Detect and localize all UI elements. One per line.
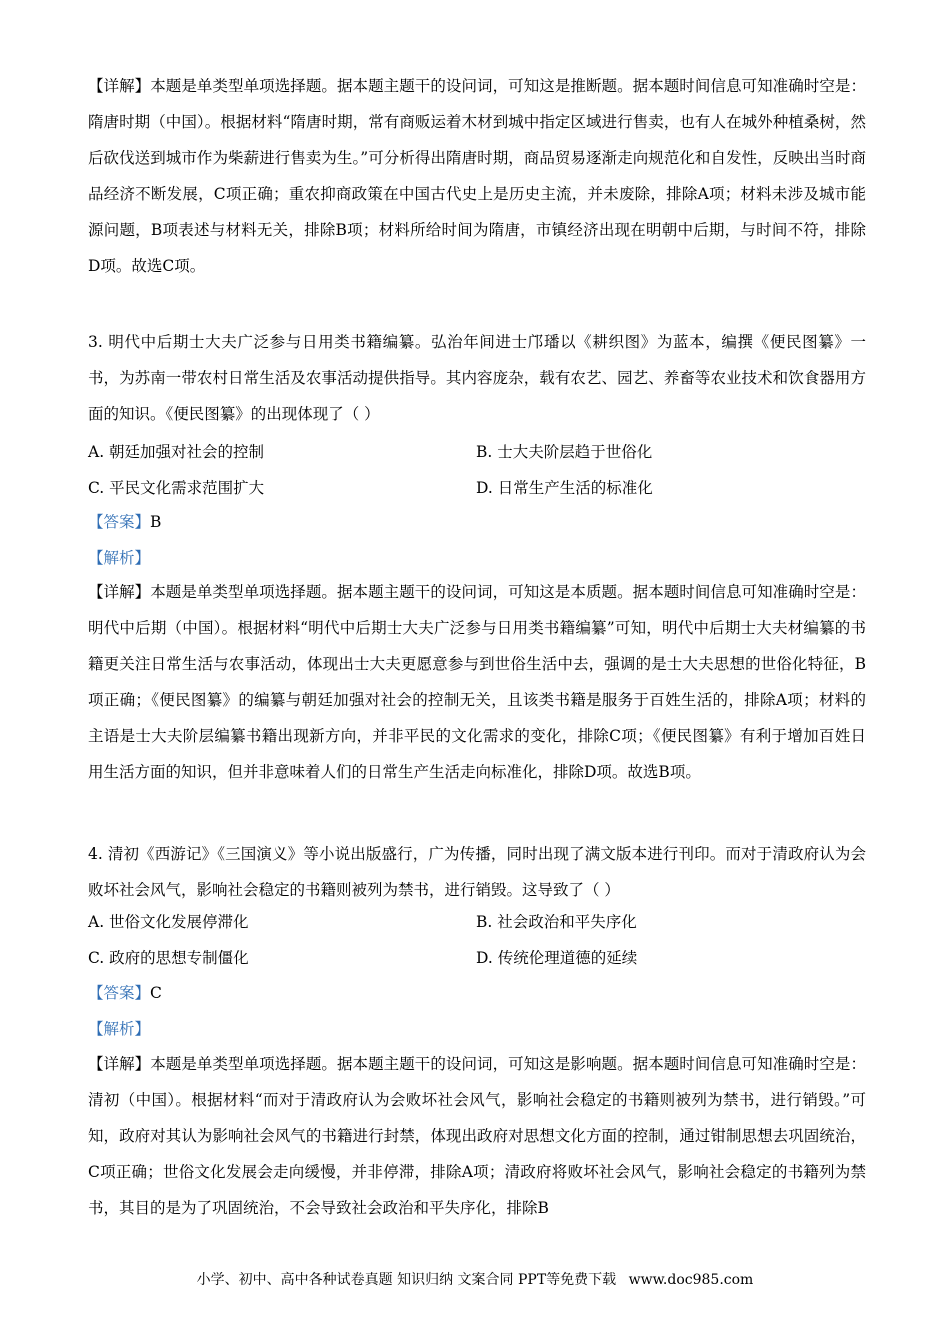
answer-label: 【答案】 bbox=[88, 984, 151, 1002]
detail-label: 【详解】 bbox=[88, 77, 151, 95]
answer-label: 【答案】 bbox=[88, 513, 151, 531]
q3-option-d: D. 日常生产生活的标准化 bbox=[476, 479, 653, 497]
q4-detail-paragraph bbox=[88, 1046, 866, 1226]
q3-option-a: A. 朝廷加强对社会的控制 bbox=[88, 443, 265, 461]
q3-option-c: C. 平民文化需求范围扩大 bbox=[88, 479, 265, 497]
q4-analysis-label: 【解析】 bbox=[88, 1020, 151, 1038]
detail-text: 本题是单类型单项选择题。据本题主题干的设问词，可知这是影响题。据本题时间信息可知准确时空是：清初（中国）。根据材料“而对于清政府认为会败坏社会风气，影响社会稳定的书籍则被列为禁书，进行销毁。”可知，政府对其认为影响社会风气的书籍进行封禁，体现出政府对思想文化方面的控制，通过钳制思想去巩固统治，C项正确；世俗文化发展会走向缓慢，并非停滞，排除A项；清政府将败坏社会风气，影响社会稳定的书籍列为禁书，其目的是为了巩固统治，不会导致社会政治和平失序化，排除B bbox=[88, 1055, 866, 1217]
q4-option-b: B. 社会政治和平失序化 bbox=[476, 913, 637, 931]
prev-detail-paragraph bbox=[88, 68, 866, 284]
q3-option-b: B. 士大夫阶层趋于世俗化 bbox=[476, 443, 653, 461]
page-footer bbox=[0, 1268, 950, 1292]
footer-text: 小学、初中、高中各种试卷真题 知识归纳 文案合同 PPT等免费下载 bbox=[196, 1272, 617, 1288]
footer-url[interactable]: www.doc985.com bbox=[628, 1272, 754, 1288]
q3-detail-paragraph bbox=[88, 574, 866, 790]
detail-text: 本题是单类型单项选择题。据本题主题干的设问词，可知这是推断题。据本题时间信息可知准确时空是：隋唐时期（中国）。根据材料“隋唐时期，常有商贩运着木材到城中指定区域进行售卖，也有人在城外种植桑树，然后砍伐送到城市作为柴薪进行售卖为生。”可分析得出隋唐时期，商品贸易逐渐走向规范化和自发性，反映出当时商品经济不断发展，C项正确；重农抑商政策在中国古代史上是历史主流，并未废除，排除A项；材料未涉及城市能源问题，B项表述与材料无关，排除B项；材料所给时间为隋唐，市镇经济出现在明朝中后期，与时间不符，排除D项。故选C项。 bbox=[88, 77, 866, 275]
answer-value: B bbox=[150, 513, 162, 531]
q4-answer bbox=[88, 981, 162, 1005]
question-3-stem: 3. 明代中后期士大夫广泛参与日用类书籍编纂。弘治年间进士邝璠以《耕织图》为蓝本，编撰《便民图纂》一书，为苏南一带农村日常生活及农事活动提供指导。其内容庞杂，载有农艺、园艺、养畜等农业技术和饮食器用方面的知识。《便民图纂》的出现体现了（ ） bbox=[88, 333, 866, 423]
answer-value: C bbox=[150, 984, 162, 1002]
detail-label: 【详解】 bbox=[88, 583, 151, 601]
q4-option-d: D. 传统伦理道德的延续 bbox=[476, 949, 638, 967]
q4-option-c: C. 政府的思想专制僵化 bbox=[88, 949, 249, 967]
q4-option-a: A. 世俗文化发展停滞化 bbox=[88, 913, 249, 931]
q3-analysis-label: 【解析】 bbox=[88, 549, 151, 567]
q3-answer bbox=[88, 510, 161, 534]
detail-label: 【详解】 bbox=[88, 1055, 151, 1073]
question-4-stem: 4. 清初《西游记》《三国演义》等小说出版盛行，广为传播，同时出现了满文版本进行刊印。而对于清政府认为会败坏社会风气，影响社会稳定的书籍则被列为禁书，进行销毁。这导致了（ ） bbox=[88, 845, 866, 899]
detail-text: 本题是单类型单项选择题。据本题主题干的设问词，可知这是本质题。据本题时间信息可知准确时空是：明代中后期（中国）。根据材料“明代中后期士大夫广泛参与日用类书籍编纂”可知，明代中后期士大夫材编纂的书籍更关注日常生活与农事活动，体现出士大夫更愿意参与到世俗生活中去，强调的是士大夫思想的世俗化特征，B项正确；《便民图纂》的编纂与朝廷加强对社会的控制无关，且该类书籍是服务于百姓生活的，排除A项；材料的主语是士大夫阶层编纂书籍出现新方向，并非平民的文化需求的变化，排除C项；《便民图纂》有利于增加百姓日用生活方面的知识，但并非意味着人们的日常生产生活走向标准化，排除D项。故选B项。 bbox=[88, 583, 866, 781]
